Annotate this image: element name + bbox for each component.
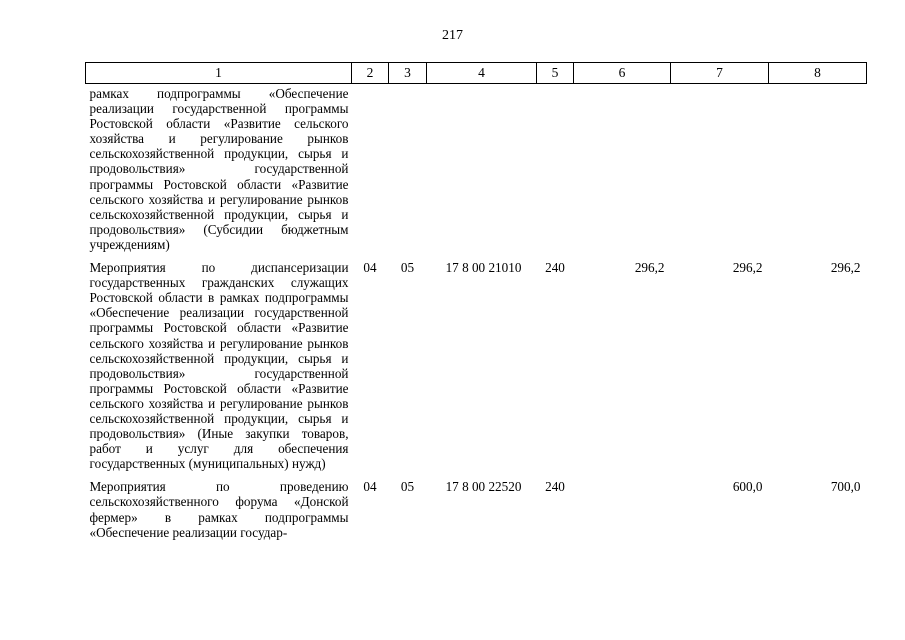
row-value-6 bbox=[574, 479, 671, 547]
row-value-8 bbox=[769, 84, 867, 261]
table-row bbox=[86, 479, 867, 547]
row-target-article: 17 8 00 21010 bbox=[445, 260, 522, 276]
row-value-6: 296,2 bbox=[634, 260, 665, 276]
budget-table bbox=[85, 62, 867, 548]
header-cell-col-5: 5 bbox=[537, 63, 574, 84]
row-expense-type bbox=[537, 84, 574, 261]
row-subsection: 05 bbox=[400, 479, 415, 495]
header-cell-col-3: 3 bbox=[389, 63, 427, 84]
row-value-7: 600,0 bbox=[732, 479, 763, 495]
row-subsection: 05 bbox=[400, 260, 415, 276]
header-cell-col-4: 4 bbox=[427, 63, 537, 84]
table-row bbox=[86, 84, 867, 261]
row-value-8: 296,2 bbox=[830, 260, 861, 276]
row-expense-type: 240 bbox=[545, 260, 565, 276]
row-value-8: 700,0 bbox=[830, 479, 861, 495]
row-section: 04 bbox=[363, 260, 377, 276]
row-target-article: 17 8 00 22520 bbox=[445, 479, 522, 495]
row-expense-type: 240 bbox=[545, 479, 565, 495]
row-description: Мероприятия по диспансеризации государственных гражданских служащих Ростовской области в рамках подпрограммы «Обеспечение реализации государственной программы Ростовской области «Развитие сельского хозяйства и регулирование рынков сельскохозяйственной продукции, сырья и продовольствия» государственной программы Ростовской области «Развитие сельского хозяйства и регулирование рынков сельскохозяйственной продукции, сырья и продовольствия» (Иные закупки товаров, работ и услуг для обеспечения государственных (муниципальных) нужд) bbox=[89, 260, 349, 472]
row-section bbox=[352, 84, 389, 261]
header-cell-col-6: 6 bbox=[574, 63, 671, 84]
header-cell-col-1: 1 bbox=[86, 63, 352, 84]
page-number: 217 bbox=[442, 28, 463, 43]
row-value-7: 296,2 bbox=[732, 260, 763, 276]
table-row bbox=[86, 260, 867, 479]
header-cell-col-8: 8 bbox=[769, 63, 867, 84]
row-value-7 bbox=[671, 84, 769, 261]
header-cell-col-2: 2 bbox=[352, 63, 389, 84]
row-target-article bbox=[427, 84, 537, 261]
table-header-row bbox=[86, 63, 867, 84]
row-description: рамках подпрограммы «Обеспечение реализации государственной программы Ростовской области «Развитие сельского хозяйства и регулирование рынков сельскохозяйственной продукции, сырья и продовольствия» государственной программы Ростовской области «Развитие сельского хозяйства и регулирование рынков сельскохозяйственной продукции, сырья и продовольствия» (Субсидии бюджетным учреждениям) bbox=[89, 86, 349, 252]
row-subsection bbox=[389, 84, 427, 261]
row-section: 04 bbox=[363, 479, 377, 495]
header-cell-col-7: 7 bbox=[671, 63, 769, 84]
row-description: Мероприятия по проведению сельскохозяйственного форума «Донской фермер» в рамках подпрограммы «Обеспечение реализации государ- bbox=[89, 479, 349, 540]
row-value-6 bbox=[574, 84, 671, 261]
